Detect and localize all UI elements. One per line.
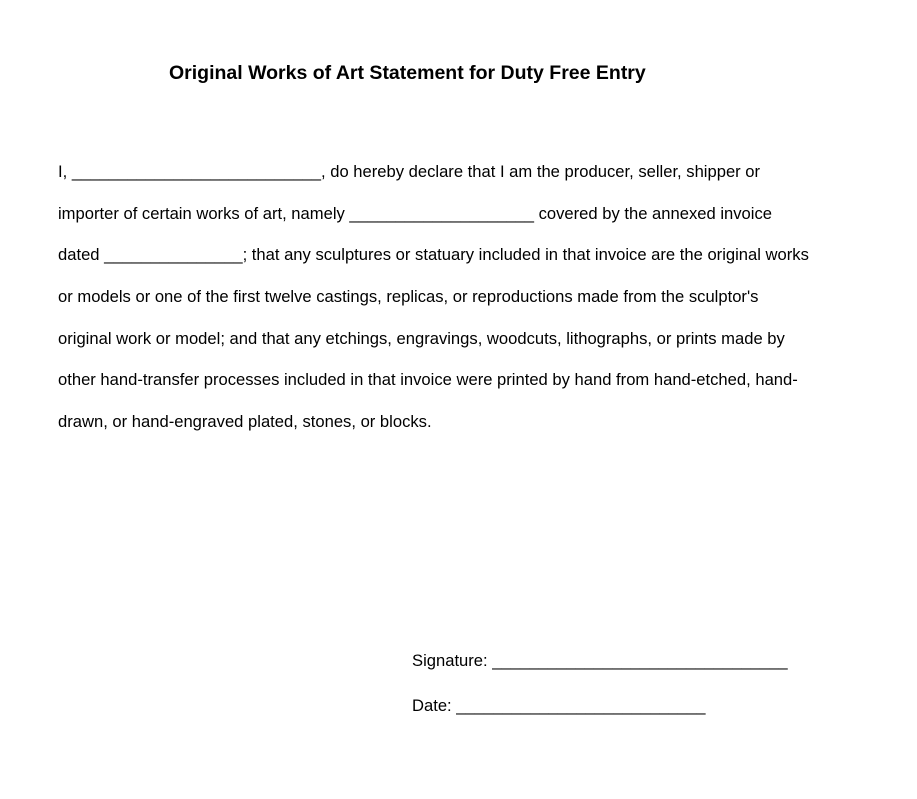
date-line: Date: ___________________________ (412, 696, 706, 715)
body-line-3: dated _______________; that any sculptures or statuary included in that invoice are the original works (58, 245, 809, 264)
body-line-6: other hand-transfer processes included in that invoice were printed by hand from hand-etched, hand- (58, 370, 798, 389)
body-line-4: or models or one of the first twelve castings, replicas, or reproductions made from the sculptor's (58, 287, 759, 306)
body-line-1: I, ___________________________, do hereby declare that I am the producer, seller, shipper or (58, 162, 761, 181)
signature-line: Signature: ________________________________ (412, 651, 788, 670)
body-line-7: drawn, or hand-engraved plated, stones, or blocks. (58, 412, 432, 431)
document-title: Original Works of Art Statement for Duty Free Entry (169, 62, 646, 84)
body-line-5: original work or model; and that any etchings, engravings, woodcuts, lithographs, or prints made by (58, 329, 785, 348)
body-line-2: importer of certain works of art, namely ____________________ covered by the annexed invoice (58, 204, 772, 223)
